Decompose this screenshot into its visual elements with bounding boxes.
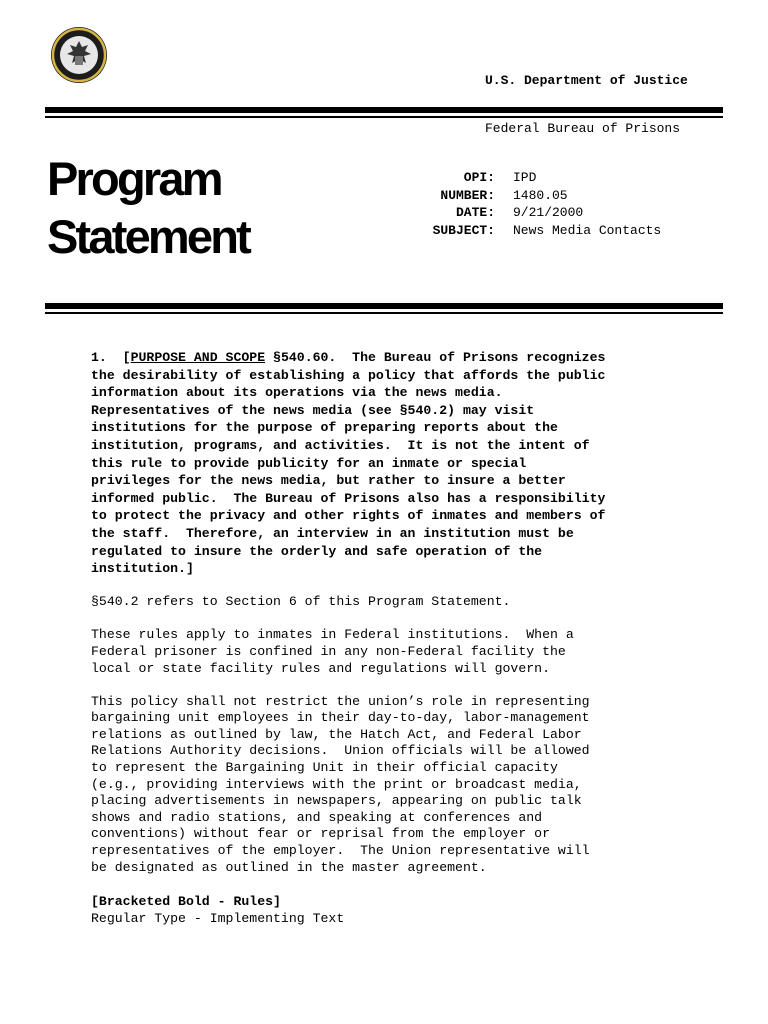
department-name: U.S. Department of Justice [485, 73, 688, 88]
body-line: the desirability of establishing a policy that affords the public [91, 367, 606, 383]
legend-regular: Regular Type - Implementing Text [91, 911, 345, 927]
body-line: institution.] [91, 561, 194, 577]
bottom-divider [45, 303, 723, 314]
body-line: conventions) without fear or reprisal from the employer or [91, 826, 550, 842]
meta-row-date [405, 204, 661, 222]
section-1-purpose-and-scope [91, 349, 691, 578]
body-line: informed public. The Bureau of Prisons also has a responsibility [91, 490, 606, 506]
body-line: §540.2 refers to Section 6 of this Program Statement. [91, 594, 511, 610]
body-line: to represent the Bargaining Unit in their official capacity [91, 759, 558, 775]
meta-value: IPD [513, 170, 537, 185]
reference-paragraph [91, 594, 691, 611]
body-line: regulated to insure the orderly and safe operation of the [91, 543, 543, 559]
meta-label: NUMBER: [440, 187, 495, 203]
document-metadata [405, 169, 661, 240]
body-line: institution, programs, and activities. It is not the intent of [91, 437, 590, 453]
meta-value: News Media Contacts [513, 223, 662, 239]
type-legend [91, 893, 691, 928]
body-line: bargaining unit employees in their day-to-day, labor-management [91, 710, 590, 726]
body-line: Relations Authority decisions. Union officials will be allowed [91, 743, 590, 759]
doj-seal-icon [50, 26, 108, 84]
agency-header [485, 41, 688, 153]
top-divider [45, 107, 723, 118]
open-bracket: [ [122, 350, 131, 365]
body-line: Federal prisoner is confined in any non-Federal facility the [91, 643, 566, 659]
body-line: (e.g., providing interviews with the print or broadcast media, [91, 776, 582, 792]
body-line: shows and radio stations, and speaking at conferences and [91, 809, 543, 825]
body-line: relations as outlined by law, the Hatch Act, and Federal Labor [91, 726, 582, 742]
body-line: This policy shall not restrict the union’s role in representing [91, 693, 590, 709]
body-line: this rule to provide publicity for an inmate or special [91, 455, 527, 471]
body-line: the staff. Therefore, an interview in an institution must be [91, 525, 574, 541]
union-paragraph [91, 694, 691, 877]
legend-bold: [Bracketed Bold - Rules] [91, 893, 281, 909]
body-line: to protect the privacy and other rights of inmates and members of [91, 508, 606, 524]
title-line-2: Statement [47, 210, 250, 263]
meta-row-number [405, 187, 661, 205]
body-line: information about its operations via the news media. [91, 385, 503, 401]
body-line: institutions for the purpose of preparing reports about the [91, 420, 558, 436]
meta-label: OPI: [463, 170, 495, 185]
page-title [47, 150, 249, 266]
body-line: be designated as outlined in the master agreement. [91, 859, 487, 875]
meta-value: 1480.05 [513, 187, 568, 203]
section-number: 1. [91, 350, 123, 365]
meta-row-subject [405, 222, 661, 240]
meta-row-opi [405, 169, 661, 187]
body-line: local or state facility rules and regulations will govern. [91, 660, 550, 676]
body-line: These rules apply to inmates in Federal institutions. When a [91, 627, 574, 643]
bureau-name: Federal Bureau of Prisons [485, 121, 681, 136]
document-body [91, 349, 691, 928]
body-line: privileges for the news media, but rather to insure a better [91, 473, 566, 489]
meta-label: SUBJECT: [432, 223, 495, 239]
section-heading: PURPOSE AND SCOPE [130, 350, 266, 365]
body-line: placing advertisements in newspapers, appearing on public talk [91, 793, 582, 809]
body-line: representatives of the employer. The Union representative will [91, 842, 590, 858]
meta-value: 9/21/2000 [513, 205, 584, 221]
title-line-1: Program [47, 152, 221, 205]
applicability-paragraph [91, 627, 691, 677]
body-line: §540.60. The Bureau of Prisons recognizes [265, 350, 606, 365]
body-line: Representatives of the news media (see §540.2) may visit [91, 402, 535, 418]
meta-label: DATE: [455, 205, 495, 221]
